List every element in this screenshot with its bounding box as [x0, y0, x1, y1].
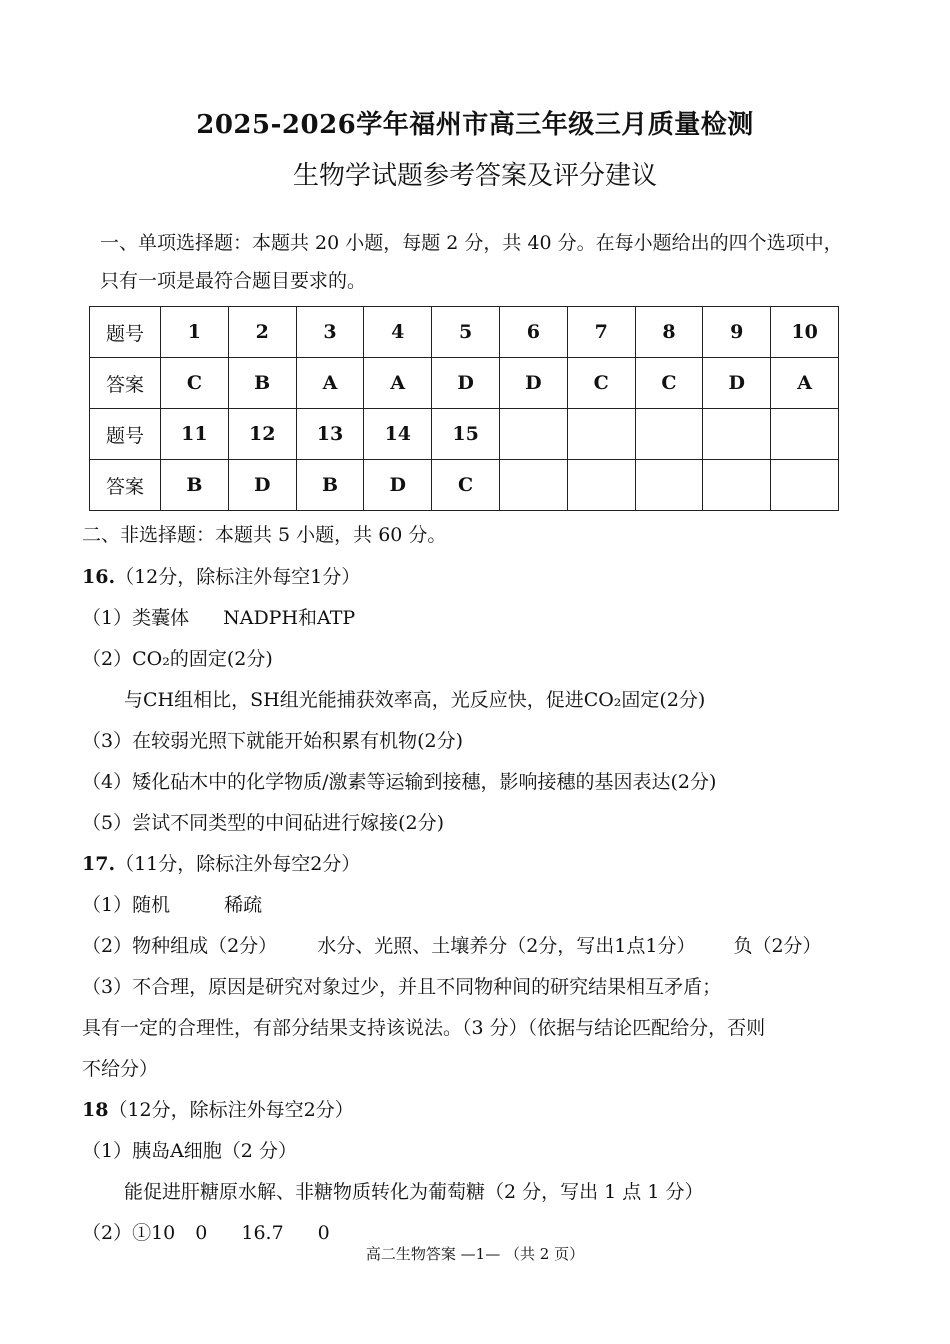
q17-answer-2	[82, 931, 822, 958]
row-label: 答案	[90, 460, 161, 511]
q17-answer-3-cont2: 不给分）	[82, 1058, 159, 1080]
empty-cell	[771, 409, 839, 460]
answer-cell: D	[228, 460, 296, 511]
q17-1a: （1）随机	[82, 894, 171, 916]
answer-cell: B	[161, 460, 229, 511]
q16-answer-2: （2）CO₂的固定(2分)	[82, 648, 273, 670]
question-number: 7	[567, 307, 635, 358]
q18-heading	[82, 1095, 354, 1122]
question-number: 6	[499, 307, 567, 358]
empty-cell	[567, 409, 635, 460]
empty-cell	[635, 460, 703, 511]
q18-2d: 0	[317, 1222, 330, 1244]
q16-number: 16.	[82, 566, 116, 588]
answer-cell: D	[499, 358, 567, 409]
empty-cell	[703, 460, 771, 511]
row-label: 题号	[90, 409, 161, 460]
empty-cell	[703, 409, 771, 460]
question-number: 11	[161, 409, 229, 460]
empty-cell	[635, 409, 703, 460]
question-number: 4	[364, 307, 432, 358]
q16-answer-3: （3）在较弱光照下就能开始积累有机物(2分)	[82, 730, 464, 752]
q16-1a: （1）类囊体	[82, 607, 190, 629]
answer-cell: D	[703, 358, 771, 409]
q18-2a: （2）①10	[82, 1222, 176, 1244]
q18-number: 18	[82, 1099, 109, 1121]
section-1-instructions: 一、单项选择题：本题共 20 小题，每题 2 分，共 40 分。在每小题给出的四个选项中，只有一项是最符合题目要求的。	[100, 232, 843, 292]
table-row	[90, 460, 839, 511]
q18-score-note: （12分，除标注外每空2分）	[108, 1099, 354, 1121]
q17-2c: 负（2分）	[733, 935, 822, 957]
question-number: 8	[635, 307, 703, 358]
table-row	[90, 409, 839, 460]
q17-2b: 水分、光照、土壤养分（2分，写出1点1分）	[317, 935, 696, 957]
answer-table	[89, 306, 839, 511]
empty-cell	[771, 460, 839, 511]
question-number: 9	[703, 307, 771, 358]
q17-answer-3-cont: 具有一定的合理性，有部分结果支持该说法。（3 分）（依据与结论匹配给分，否则	[82, 1017, 766, 1039]
page-subtitle: 生物学试题参考答案及评分建议	[292, 161, 657, 191]
q16-heading	[82, 562, 360, 589]
answer-cell: A	[771, 358, 839, 409]
empty-cell	[499, 409, 567, 460]
q18-answer-1: （1）胰岛A细胞（2 分）	[82, 1140, 297, 1162]
page-title: 2025-2026学年福州市高三年级三月质量检测	[196, 110, 754, 140]
q17-1b: 稀疏	[224, 894, 263, 916]
answer-cell: B	[228, 358, 296, 409]
answer-cell: D	[432, 358, 500, 409]
q16-answer-1	[82, 603, 355, 630]
q16-score-note: （12分，除标注外每空1分）	[115, 566, 361, 588]
row-label: 题号	[90, 307, 161, 358]
answer-cell: D	[364, 460, 432, 511]
answer-cell: C	[432, 460, 500, 511]
q16-answer-2-explanation: 与CH组相比，SH组光能捕获效率高，光反应快，促进CO₂固定(2分)	[124, 689, 706, 711]
q17-heading	[82, 849, 360, 876]
table-row	[90, 307, 839, 358]
row-label: 答案	[90, 358, 161, 409]
q17-number: 17.	[82, 853, 116, 875]
answer-cell: C	[635, 358, 703, 409]
question-number: 10	[771, 307, 839, 358]
q17-answer-1	[82, 890, 262, 917]
section-2-instructions: 二、非选择题：本题共 5 小题，共 60 分。	[82, 524, 447, 546]
answer-cell: C	[161, 358, 229, 409]
page-footer: 高二生物答案 —1— （共 2 页）	[365, 1245, 585, 1263]
q18-answer-1-explanation: 能促进肝糖原水解、非糖物质转化为葡萄糖（2 分，写出 1 点 1 分）	[124, 1181, 704, 1203]
q18-2b: 0	[195, 1222, 208, 1244]
table-row	[90, 358, 839, 409]
question-number: 3	[296, 307, 364, 358]
empty-cell	[567, 460, 635, 511]
answer-cell: C	[567, 358, 635, 409]
question-number: 12	[228, 409, 296, 460]
q18-2c: 16.7	[241, 1222, 284, 1244]
question-number: 15	[432, 409, 500, 460]
answer-cell: B	[296, 460, 364, 511]
empty-cell	[499, 460, 567, 511]
question-number: 14	[364, 409, 432, 460]
q16-answer-4: （4）矮化砧木中的化学物质/激素等运输到接穗，影响接穗的基因表达(2分)	[82, 771, 717, 793]
q17-2a: （2）物种组成（2分）	[82, 935, 278, 957]
question-number: 5	[432, 307, 500, 358]
q17-score-note: （11分，除标注外每空2分）	[115, 853, 361, 875]
question-number: 1	[161, 307, 229, 358]
q16-answer-5: （5）尝试不同类型的中间砧进行嫁接(2分)	[82, 812, 445, 834]
answer-cell: A	[296, 358, 364, 409]
answer-cell: A	[364, 358, 432, 409]
q17-answer-3: （3）不合理，原因是研究对象过少，并且不同物种间的研究结果相互矛盾；	[82, 976, 722, 998]
question-number: 2	[228, 307, 296, 358]
q18-answer-2	[82, 1218, 330, 1245]
q16-1b: NADPH和ATP	[223, 607, 356, 629]
question-number: 13	[296, 409, 364, 460]
